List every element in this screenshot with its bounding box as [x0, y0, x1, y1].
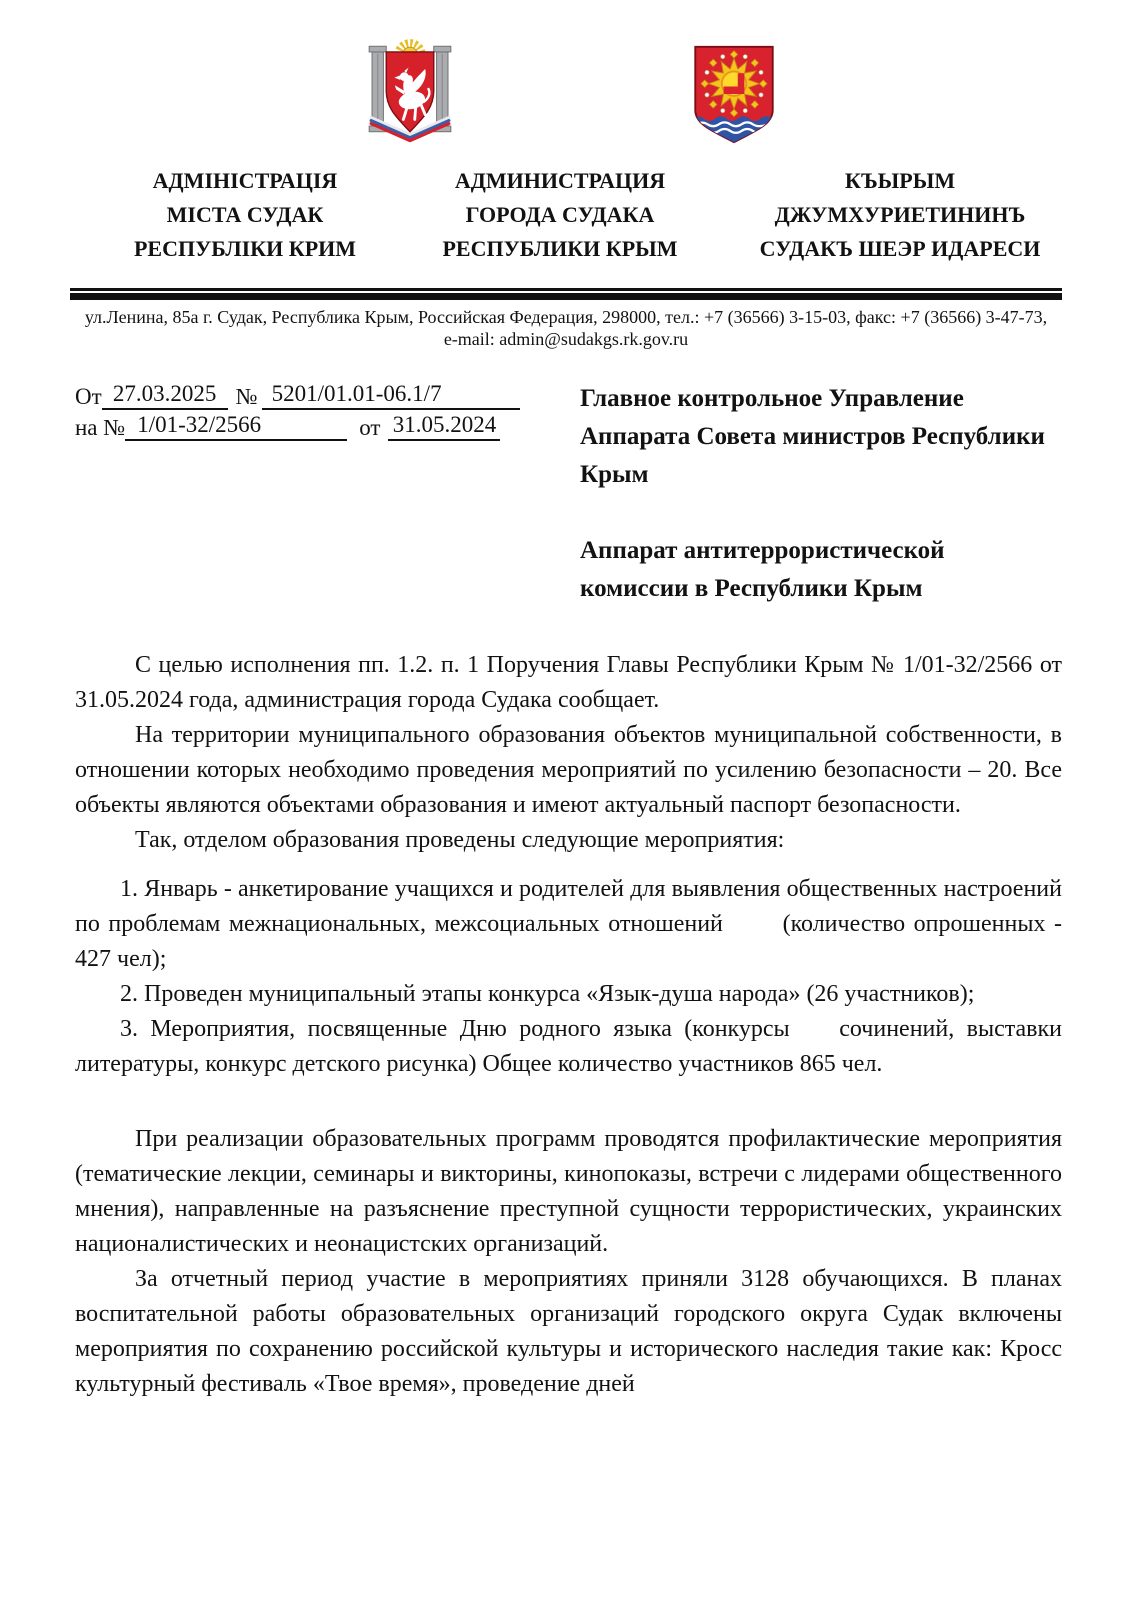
body-paragraph: На территории муниципального образования объектов муниципальной собственности, в отношении которых необходимо проведения мероприятий по усилению безопасности – 20. Все объекты являются объектами образования и имеют актуальный паспорт безопасности.	[75, 722, 1062, 818]
reference-recipient-row	[75, 380, 1072, 608]
letterhead-divider	[70, 288, 1062, 300]
org-line: АДМІНІСТРАЦІЯ	[152, 168, 338, 193]
crimea-coat-of-arms-icon	[360, 32, 460, 146]
body-paragraph: При реализации образовательных программ проводятся профилактические мероприятия (тематические лекции, семинары и викторины, кинопоказы, встречи с лидерами общественного мнения), направленные на разъяснение преступной сущности террористических, украинских националистических и неонацистских организаций.	[75, 1126, 1062, 1257]
address-block	[0, 306, 1132, 350]
org-line: МІСТА СУДАК	[166, 202, 324, 227]
outgoing-date-value: 27.03.2025	[102, 380, 228, 410]
body-paragraph: Так, отделом образования проведены следующие мероприятия:	[135, 827, 785, 853]
body-list-item: 2. Проведен муниципальный этапы конкурса «Язык-душа народа» (26 участников);	[120, 981, 975, 1007]
letter-body	[75, 648, 1062, 1402]
incoming-number-label: на №	[75, 415, 126, 440]
email-line: e-mail: admin@sudakgs.rk.gov.ru	[443, 329, 689, 349]
org-line: РЕСПУБЛІКИ КРИМ	[133, 236, 357, 261]
outgoing-reference-line	[75, 380, 515, 411]
incoming-date-label: от	[359, 415, 381, 440]
body-paragraph: С целью исполнения пп. 1.2. п. 1 Поручения Главы Республики Крым № 1/01-32/2566 от 31.05.2024 года, администрация города Судака сообщает.	[75, 652, 1062, 713]
body-paragraph: За отчетный период участие в мероприятиях приняли 3128 обучающихся. В планах воспитательной работы образовательных организаций городского округа Судак включены мероприятия по сохранению российской культуры и исторического наследия такие как: Кросс культурный фестиваль «Твое время», проведение дней	[75, 1266, 1062, 1397]
recipient-block	[580, 380, 1058, 608]
body-list-item: 3. Мероприятия, посвященные Дню родного языка (конкурсы сочинений, выставки литературы, конкурс детского рисунка) Общее количество участников 865 чел.	[75, 1016, 1062, 1077]
outgoing-number-label: №	[235, 384, 258, 409]
org-line: РЕСПУБЛИКИ КРЫМ	[442, 236, 678, 261]
letterhead-arms-row	[0, 32, 1132, 146]
address-line: ул.Ленина, 85а г. Судак, Республика Крым, Российская Федерация, 298000, тел.: +7 (36566) 3-15-03, факс: +7 (36566) 3-47-73,	[84, 307, 1048, 327]
org-name-columns	[100, 164, 1132, 266]
org-line: АДМИНИСТРАЦИЯ	[454, 168, 666, 193]
org-column-ukrainian	[100, 164, 390, 266]
org-line: КЪЫРЫМ	[844, 168, 956, 193]
org-column-crimean-tatar	[735, 164, 1065, 266]
org-line: ДЖУМХУРИЕТИНИНЪ	[774, 202, 1026, 227]
recipient-org-1: Главное контрольное Управление Аппарата Совета министров Республики Крым	[580, 385, 1045, 488]
org-line: СУДАКЪ ШЕЭР ИДАРЕСИ	[759, 236, 1041, 261]
incoming-date-value: 31.05.2024	[388, 411, 500, 441]
incoming-reference-line	[75, 411, 515, 442]
outgoing-number-value: 5201/01.01-06.1/7	[262, 380, 520, 410]
reference-block	[75, 380, 515, 608]
outgoing-date-label: От	[75, 384, 102, 409]
body-list-item: 1. Январь - анкетирование учащихся и родителей для выявления общественных настроений по проблемам межнациональных, межсоциальных отношений (количество опрошенных - 427 чел);	[75, 876, 1062, 972]
org-line: ГОРОДА СУДАКА	[465, 202, 655, 227]
org-column-russian	[410, 164, 710, 266]
recipient-org-2: Аппарат антитеррористической комиссии в Республики Крым	[580, 537, 945, 602]
incoming-number-value: 1/01-32/2566	[125, 411, 347, 441]
sudak-coat-of-arms-icon	[690, 44, 778, 146]
